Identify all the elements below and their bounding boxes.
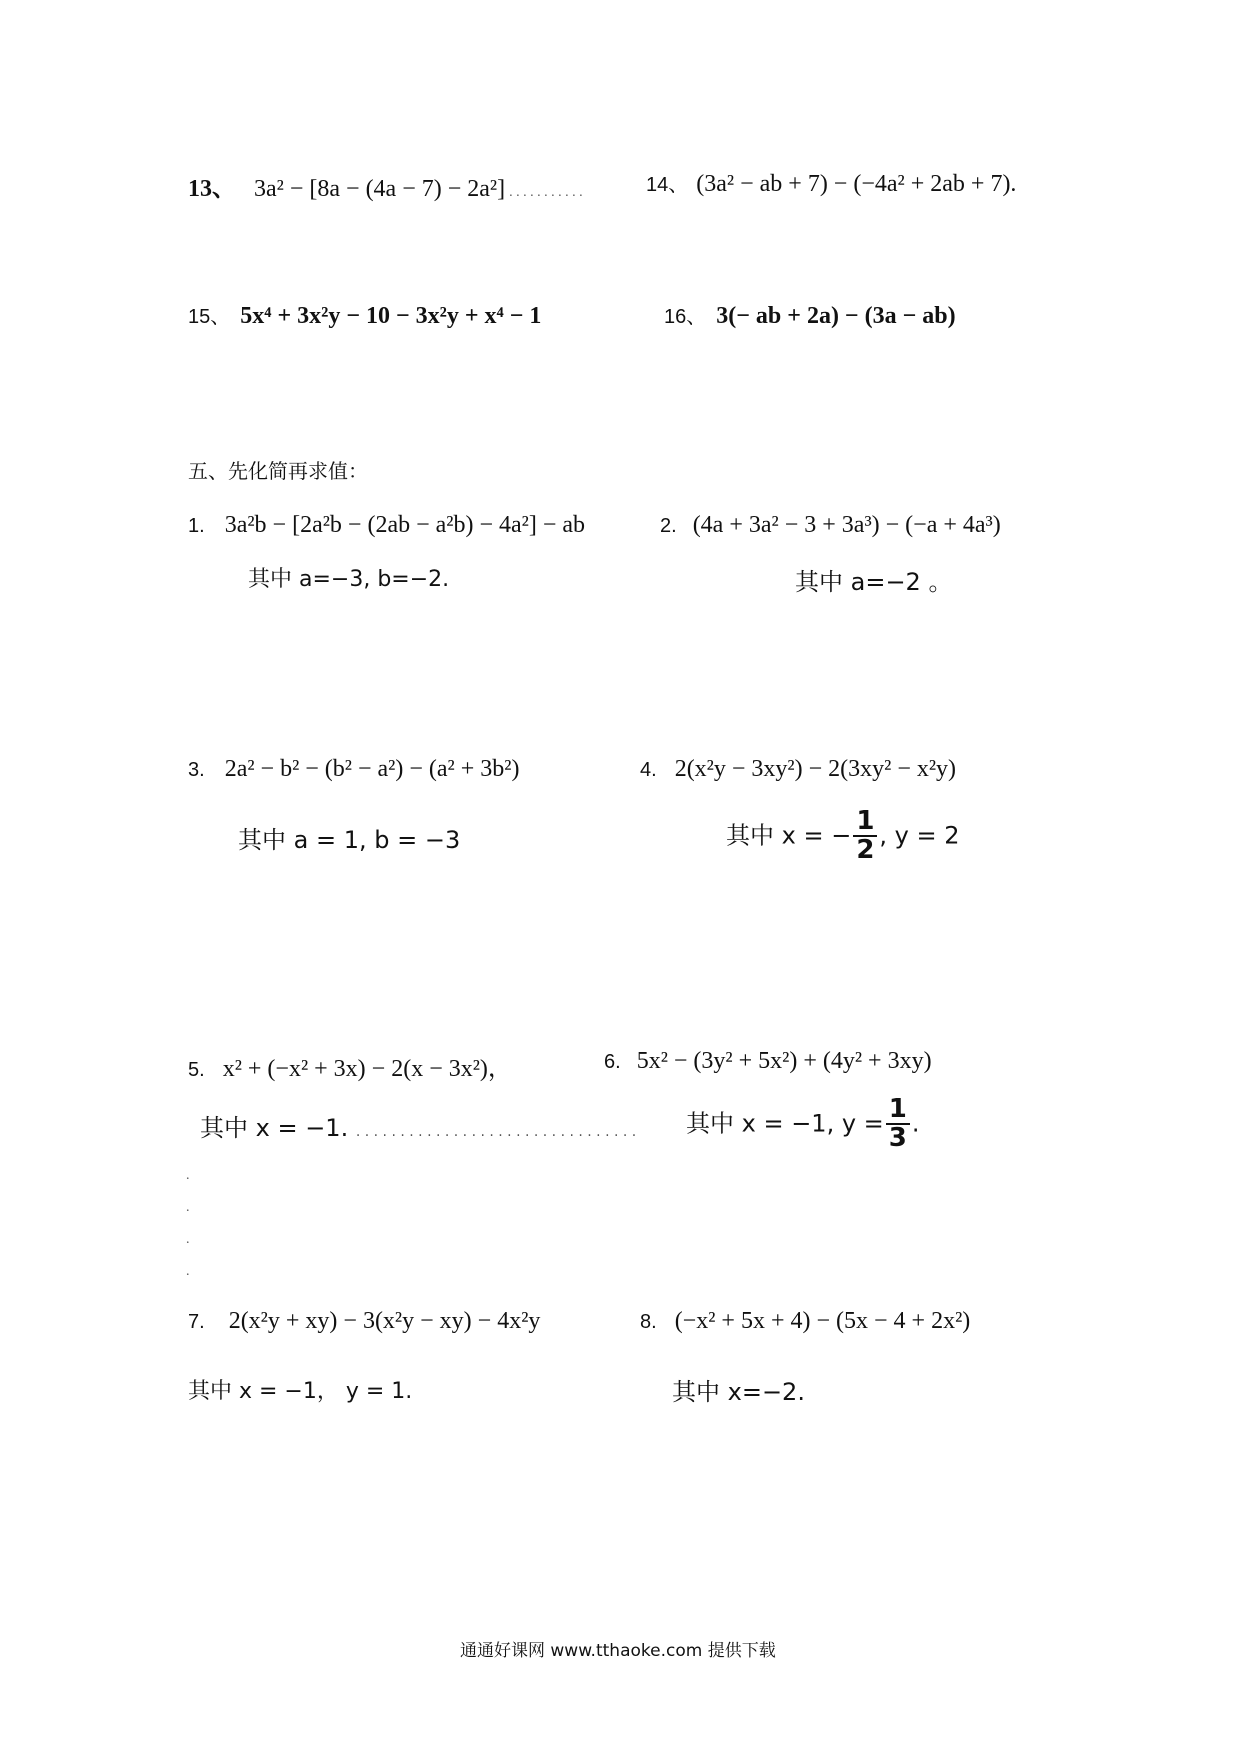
- problem-expression: 3a² − [8a − (4a − 7) − 2a²]: [254, 176, 506, 202]
- problem-expression: 3a²b − [2a²b − (2ab − a²b) − 4a²] − ab: [224, 512, 586, 538]
- section-title: 五、先化简再求值：: [188, 459, 368, 483]
- fraction: [886, 1096, 910, 1153]
- problem-expression: (−x² + 5x + 4) − (5x − 4 + 2x²): [674, 1308, 971, 1334]
- condition-text: .: [911, 1109, 920, 1138]
- footer-text: 通通好课网 www.tthaoke.com 提供下载: [460, 1641, 776, 1661]
- condition-text: 其中 x = −: [726, 821, 852, 850]
- fraction: [853, 808, 877, 865]
- condition-text: 其中 x = −1, y =: [686, 1109, 884, 1138]
- eval-problem-2: [660, 512, 1001, 539]
- condition-3: 其中 a = 1, b = −3: [238, 826, 461, 854]
- condition-1: 其中 a=−3, b=−2.: [248, 567, 450, 592]
- margin-dot: .: [186, 1232, 190, 1247]
- problem-expression: (4a + 3a² − 3 + 3a³) − (−a + 4a³): [692, 512, 1001, 538]
- problem-label: 6.: [604, 1051, 621, 1073]
- problem-expression: 2(x²y + xy) − 3(x²y − xy) − 4x²y: [228, 1308, 541, 1334]
- condition-text: , y = 2: [879, 821, 960, 850]
- numerator: 1: [888, 1094, 907, 1124]
- problem-label: 13、: [188, 176, 236, 202]
- denominator: 2: [853, 835, 877, 864]
- condition-5: [200, 1108, 636, 1143]
- problem-label: 8.: [640, 1311, 657, 1333]
- problem-label: 1.: [188, 515, 205, 537]
- problem-expression: 5x² − (3y² + 5x²) + (4y² + 3xy): [636, 1048, 932, 1074]
- problem-expression: x² + (−x² + 3x) − 2(x − 3x²)，: [222, 1056, 512, 1082]
- condition-text: 其中 x = −1.: [200, 1114, 349, 1142]
- condition-2: 其中 a=−2 。: [795, 568, 953, 596]
- eval-problem-5: [188, 1048, 512, 1083]
- eval-problem-3: [188, 756, 519, 783]
- numerator: 1: [856, 806, 875, 836]
- problem-expression: 2(x²y − 3xy²) − 2(3xy² − x²y): [674, 756, 957, 782]
- eval-problem-7: [188, 1308, 540, 1335]
- eval-problem-1: [188, 512, 585, 539]
- eval-problem-4: [640, 756, 956, 783]
- margin-dot: .: [186, 1168, 190, 1183]
- margin-dot: .: [186, 1200, 190, 1215]
- problem-expression: 5x⁴ + 3x²y − 10 − 3x²y + x⁴ − 1: [240, 303, 542, 329]
- problem-label: 5.: [188, 1059, 205, 1081]
- problem-label: 7.: [188, 1311, 205, 1333]
- dot-leader: . . . . . . . . . . .: [509, 185, 583, 200]
- problem-label: 4.: [640, 759, 657, 781]
- denominator: 3: [886, 1123, 910, 1152]
- condition-6: [686, 1096, 920, 1153]
- dot-leader: . . . . . . . . . . . . . . . . . . . . . . . . . . . . . . . .: [355, 1124, 637, 1140]
- condition-8: 其中 x=−2.: [672, 1378, 805, 1406]
- problem-label: 14、: [646, 174, 689, 196]
- problem-label: 15、: [188, 306, 231, 328]
- problem-expression: 3(− ab + 2a) − (3a − ab): [716, 303, 956, 329]
- condition-4: [726, 808, 960, 865]
- eval-problem-8: [640, 1308, 970, 1335]
- condition-7: 其中 x = −1， y = 1.: [188, 1379, 413, 1404]
- problem-15: [188, 300, 541, 330]
- eval-problem-6: [604, 1048, 932, 1075]
- problem-16: [664, 300, 956, 330]
- problem-14: [646, 168, 1016, 198]
- problem-label: 3.: [188, 759, 205, 781]
- margin-dot: .: [186, 1264, 190, 1279]
- problem-13: [188, 168, 583, 203]
- problem-expression: (3a² − ab + 7) − (−4a² + 2ab + 7).: [696, 171, 1017, 197]
- problem-label: 2.: [660, 515, 677, 537]
- problem-label: 16、: [664, 306, 707, 328]
- problem-expression: 2a² − b² − (b² − a²) − (a² + 3b²): [224, 756, 520, 782]
